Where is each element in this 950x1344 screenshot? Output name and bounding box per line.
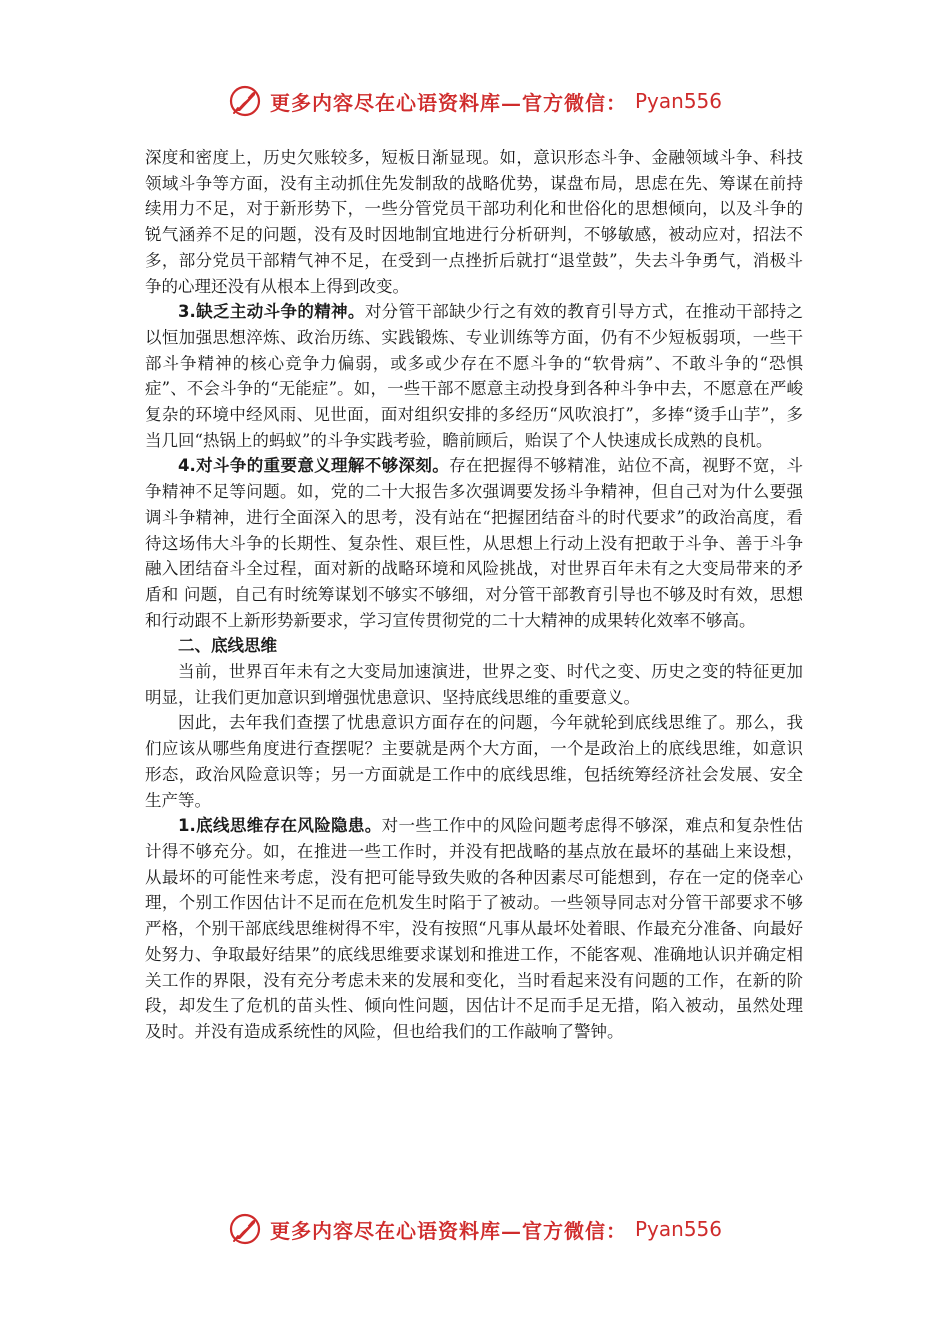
item-1-text: 对一些工作中的风险问题考虑得不够深，难点和复杂性估计得不够充分。如，在推进一些工作时，并没有把战略的基点放在最坏的基础上来设想，从最坏的可能性来考虑，没有把可能导致失败的各种因素尽可能想到，存在一定的侥幸心理，个别工作因估计不足而在危机发生时陷于了被动。一些领导同志对分管干部要求不够严格，个别干部底线思维树得不牢，没有按照“凡事从最坏处着眼、作最充分准备、向最好处努力、争取最好结果”的底线思维要求谋划和推进工作，不能客观、准确地认识并确定相关工作的界限，没有充分考虑未来的发展和变化，当时看起来没有问题的工作，在新的阶段，却发生了危机的苗头性、倾向性问题，因估计不足而手足无措，陷入被动，虽然处理及时。并没有造成系统性的风险，但也给我们的工作敲响了警钟。 (145, 816, 804, 1041)
item-1-title: 1.底线思维存在风险隐患。 (178, 816, 382, 836)
item-3-text: 对分管干部缺少行之有效的教育引导方式，在推动干部持之以恒加强思想淬炼、政治历练、实践锻炼、专业训练等方面，仍有不少短板弱项，一些干部斗争精神的核心竞争力偏弱，或多或少存在不愿斗争的“软骨病”、不敢斗争的“恐惧症”、不会斗争的“无能症”。如，一些干部不愿意主动投身到各种斗争中去，不愿意在严峻复杂的环境中经风雨、见世面，面对组织安排的多经历“风吹浪打”，多捧“烫手山芋”，多当几回“热锅上的蚂蚁”的斗争实践考验，瞻前顾后，贻误了个人快速成长成熟的良机。 (145, 302, 804, 450)
paragraph-current-situation: 当前，世界百年未有之大变局加速演进，世界之变、时代之变、历史之变的特征更加明显，让我们更加意识到增强忧患意识、坚持底线思维的重要意义。 (145, 662, 803, 707)
header-banner-text: 更多内容尽在心语资料库—官方微信： (269, 90, 627, 115)
header-banner (0, 84, 950, 118)
footer-banner-text: 更多内容尽在心语资料库—官方微信： (269, 1218, 627, 1243)
paragraph-item-1 (145, 813, 803, 1044)
section-heading-bottom-line-thinking: 二、底线思维 (178, 636, 277, 656)
item-4-title: 4.对斗争的重要意义理解不够深刻。 (178, 456, 450, 476)
quill-pen-logo-icon (228, 84, 262, 118)
paragraph-continued: 深度和密度上，历史欠账较多，短板日渐显现。如，意识形态斗争、金融领域斗争、科技领域斗争等方面，没有主动抓住先发制敌的战略优势，谋盘布局，思虑在先、筹谋在前持续用力不足，对于新形势下，一些分管党员干部功利化和世俗化的思想倾向，以及斗争的锐气涵养不足的问题，没有及时因地制宜地进行分析研判，不够敏感，被动应对，招法不多，部分党员干部精气神不足，在受到一点挫折后就打“退堂鼓”，失去斗争勇气，消极斗争的心理还没有从根本上得到改变。 (145, 148, 803, 296)
footer-banner-wechat-id: Pyan556 (634, 1217, 722, 1241)
item-4-text: 存在把握得不够精准，站位不高，视野不宽，斗争精神不足等问题。如，党的二十大报告多次强调要发扬斗争精神，但自己对为什么要强调斗争精神，进行全面深入的思考，没有站在“把握团结奋斗的时代要求”的政治高度，看待这场伟大斗争的长期性、复杂性、艰巨性，从思想上行动上没有把敢于斗争、善于斗争融入团结奋斗全过程，面对新的战略环境和风险挑战，对世界百年未有之大变局带来的矛盾和 问题，自己有时统筹谋划不够实不够细，对分管干部教育引导也不够及时有效，思想和行动跟不上新形势新要求，学习宣传贯彻党的二十大精神的成果转化效率不够高。 (145, 456, 804, 630)
item-3-title: 3.缺乏主动斗争的精神。 (178, 302, 365, 322)
paragraph-item-4 (145, 453, 803, 633)
footer-banner (0, 1212, 950, 1246)
quill-pen-logo-icon (228, 1212, 262, 1246)
header-banner-wechat-id: Pyan556 (634, 89, 722, 113)
document-body (145, 145, 803, 1045)
paragraph-item-3 (145, 299, 803, 453)
paragraph-therefore: 因此，去年我们查摆了忧患意识方面存在的问题，今年就轮到底线思维了。那么，我们应该从哪些角度进行查摆呢？主要就是两个大方面，一个是政治上的底线思维，如意识形态，政治风险意识等；另一方面就是工作中的底线思维，包括统筹经济社会发展、安全生产等。 (145, 713, 803, 810)
